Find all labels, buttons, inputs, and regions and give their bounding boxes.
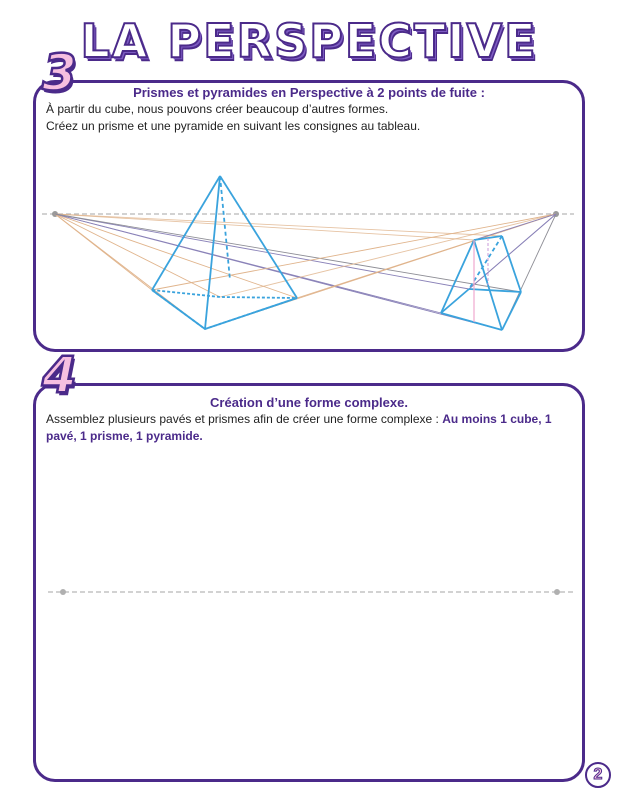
section-4-number: 4 [42, 346, 77, 404]
vanishing-point-left-2 [60, 589, 66, 595]
section-4-heading: Création d’une forme complexe. [210, 395, 408, 410]
section-4-text: Assemblez plusieurs pavés et prismes afin de créer une forme complexe : [46, 412, 443, 426]
section-3-line-1: À partir du cube, nous pouvons créer beaucoup d’autres formes. [46, 102, 389, 116]
section-4-requirements: Au moins 1 cube, 1 pavé, 1 prisme, 1 pyramide. [46, 412, 552, 443]
section-3-heading: Prismes et pyramides en Perspective à 2 points de fuite : [133, 85, 485, 100]
vanishing-point-right-2 [554, 589, 560, 595]
page-number: 2 [585, 762, 611, 788]
section-3-line-2: Créez un prisme et une pyramide en suivant les consignes au tableau. [46, 119, 421, 133]
page-title: LA PERSPECTIVE [80, 14, 538, 68]
section-3-number: 3 [42, 44, 77, 102]
